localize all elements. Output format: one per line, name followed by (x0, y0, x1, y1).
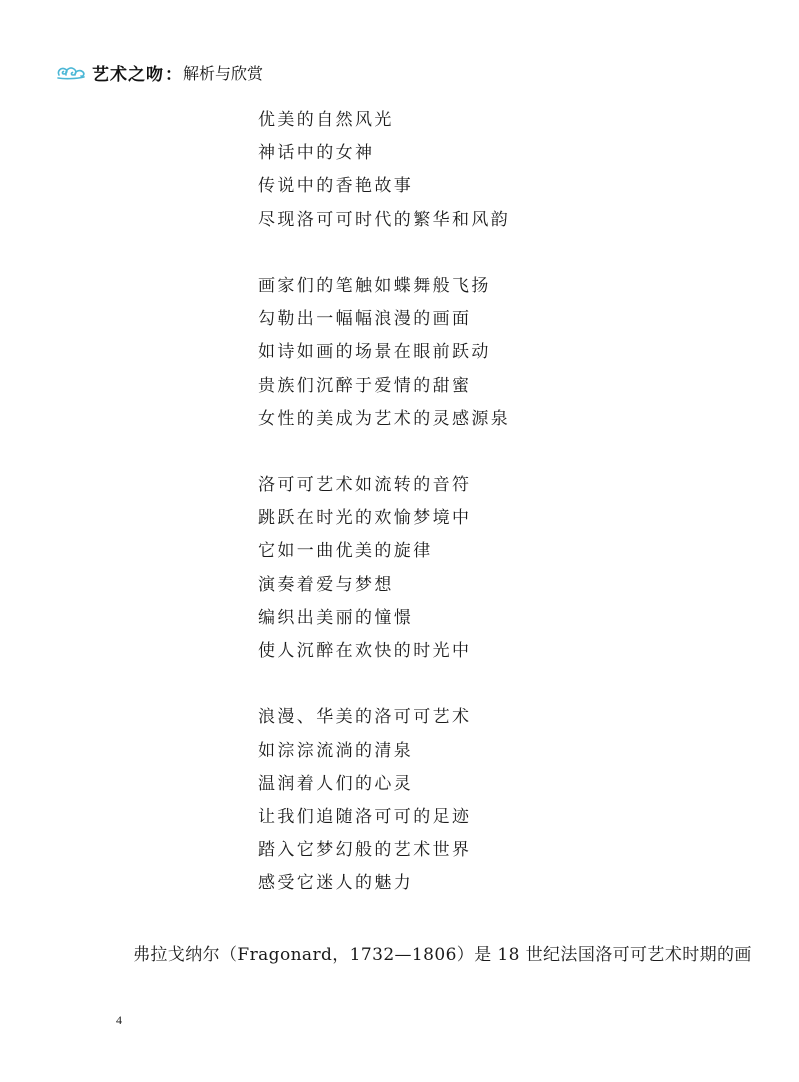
poem-line: 它如一曲优美的旋律 (258, 541, 433, 562)
title-separator: ： (165, 64, 182, 85)
poem-line: 勾勒出一幅幅浪漫的画面 (258, 309, 472, 330)
poem-line: 如淙淙流淌的清泉 (258, 740, 414, 761)
poem-line: 浪漫、华美的洛可可艺术 (258, 707, 472, 728)
stanza-gap (258, 436, 510, 469)
poem-line: 感受它迷人的魅力 (258, 873, 414, 894)
page-number: 4 (116, 1013, 122, 1027)
poem-line: 洛可可艺术如流转的音符 (258, 475, 472, 496)
poem-line: 跳跃在时光的欢愉梦境中 (258, 508, 472, 529)
poem-line: 贵族们沉醉于爱情的甜蜜 (258, 375, 472, 396)
poem-line: 画家们的笔触如蝶舞般飞扬 (258, 275, 491, 296)
body-paragraph: 弗拉戈纳尔（Fragonard，1732—1806）是 18 世纪法国洛可可艺术时期的画 (133, 945, 752, 965)
poem-line: 女性的美成为艺术的灵感源泉 (258, 408, 511, 429)
poem-stanza (258, 270, 510, 436)
poem-line: 优美的自然风光 (258, 110, 394, 130)
poem-stanza (258, 104, 510, 237)
running-header (56, 60, 263, 84)
book-title: 艺术之吻 (92, 64, 164, 85)
poem-stanza (258, 469, 510, 668)
poem-line: 如诗如画的场景在眼前跃动 (258, 342, 491, 363)
stanza-gap (258, 668, 510, 701)
poem (258, 104, 510, 901)
poem-line: 编织出美丽的憧憬 (258, 607, 414, 628)
stanza-gap (258, 237, 510, 270)
poem-line: 传说中的香艳故事 (258, 176, 414, 197)
poem-line: 神话中的女神 (258, 143, 375, 164)
poem-stanza (258, 701, 510, 900)
book-subtitle: 解析与欣赏 (183, 63, 264, 83)
poem-line: 尽现洛可可时代的繁华和风韵 (258, 209, 511, 230)
poem-line: 踏入它梦幻般的艺术世界 (258, 840, 472, 861)
poem-line: 温润着人们的心灵 (258, 773, 414, 794)
poem-line: 使人沉醉在欢快的时光中 (258, 641, 472, 661)
poem-line: 让我们追随洛可可的足迹 (258, 806, 472, 827)
cloud-swirl-icon (56, 62, 86, 82)
poem-line: 演奏着爱与梦想 (258, 574, 394, 595)
